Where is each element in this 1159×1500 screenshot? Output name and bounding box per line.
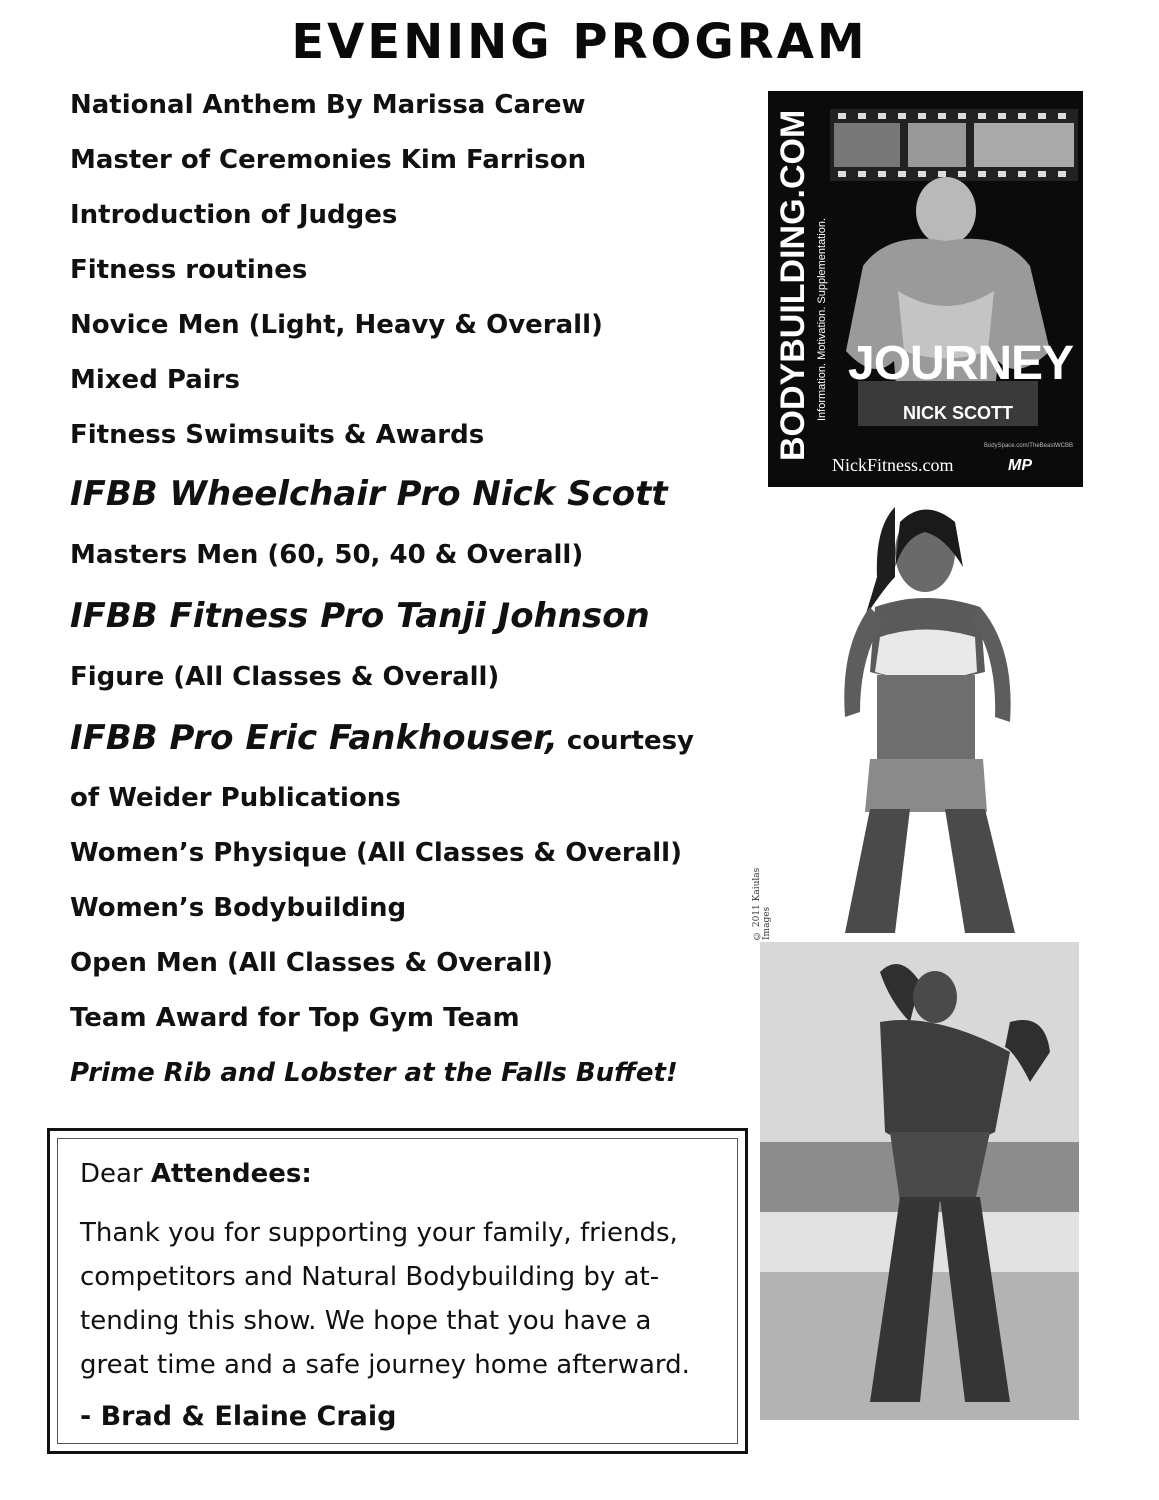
tagline-text: Information. Motivation. Supplementation.: [816, 217, 828, 421]
letter-body: Thank you for supporting your family, friends, competitors and Natural Bodybuilding by at-tending this show. We hope that you have a great time and a safe journey home afterward.: [80, 1218, 690, 1380]
program-item: Novice Men (Light, Heavy & Overall): [70, 310, 603, 340]
letter-salutation: [80, 1159, 312, 1189]
attendee-letter: [47, 1128, 748, 1454]
program-item: Team Award for Top Gym Team: [70, 1003, 520, 1033]
program-item: Women’s Bodybuilding: [70, 893, 407, 923]
program-item-featured: [70, 718, 694, 758]
program-item: Women’s Physique (All Classes & Overall): [70, 838, 682, 868]
poster-website: NickFitness.com: [832, 455, 954, 475]
program-item-closing: Prime Rib and Lobster at the Falls Buffet!: [70, 1058, 678, 1088]
page-title: EVENING PROGRAM: [291, 14, 868, 70]
journey-poster: [768, 91, 1083, 487]
program-item: Figure (All Classes & Overall): [70, 662, 500, 692]
program-item: Fitness Swimsuits & Awards: [70, 420, 485, 450]
program-item: Open Men (All Classes & Overall): [70, 948, 553, 978]
pro-bodybuilder-photo: [760, 942, 1079, 1420]
program-item: Mixed Pairs: [70, 365, 240, 395]
athlete-figure: [815, 497, 1047, 933]
fitness-pro-photo: [815, 497, 1047, 933]
beach-scene: [760, 942, 1079, 1420]
letter-signature: - Brad & Elaine Craig: [80, 1401, 397, 1432]
poster-logo: MP: [1008, 457, 1032, 474]
program-item-featured: IFBB Wheelchair Pro Nick Scott: [70, 474, 668, 514]
courtesy-text: courtesy: [557, 726, 695, 756]
poster-fine-print: BodySpace.com/TheBeastWCBB: [983, 443, 1073, 449]
photo-credit: © 2011 Kaiulas Images: [752, 867, 772, 940]
program-item: Master of Ceremonies Kim Farrison: [70, 145, 587, 175]
poster-headline: JOURNEY: [848, 337, 1074, 390]
program-item: National Anthem By Marissa Carew: [70, 90, 586, 120]
poster-name: NICK SCOTT: [903, 403, 1013, 423]
salutation-bold: Attendees:: [150, 1159, 312, 1189]
brand-text: BODYBUILDING.COM: [774, 109, 812, 461]
poster-tagline: [816, 121, 836, 421]
program-item: Fitness routines: [70, 255, 308, 285]
program-item: Introduction of Judges: [70, 200, 398, 230]
program-item-featured: IFBB Fitness Pro Tanji Johnson: [70, 596, 650, 636]
program-item: Masters Men (60, 50, 40 & Overall): [70, 540, 584, 570]
program-item: of Weider Publications: [70, 783, 401, 813]
salutation-prefix: Dear: [80, 1159, 151, 1189]
featured-guest-name: IFBB Pro Eric Fankhouser,: [70, 718, 558, 758]
